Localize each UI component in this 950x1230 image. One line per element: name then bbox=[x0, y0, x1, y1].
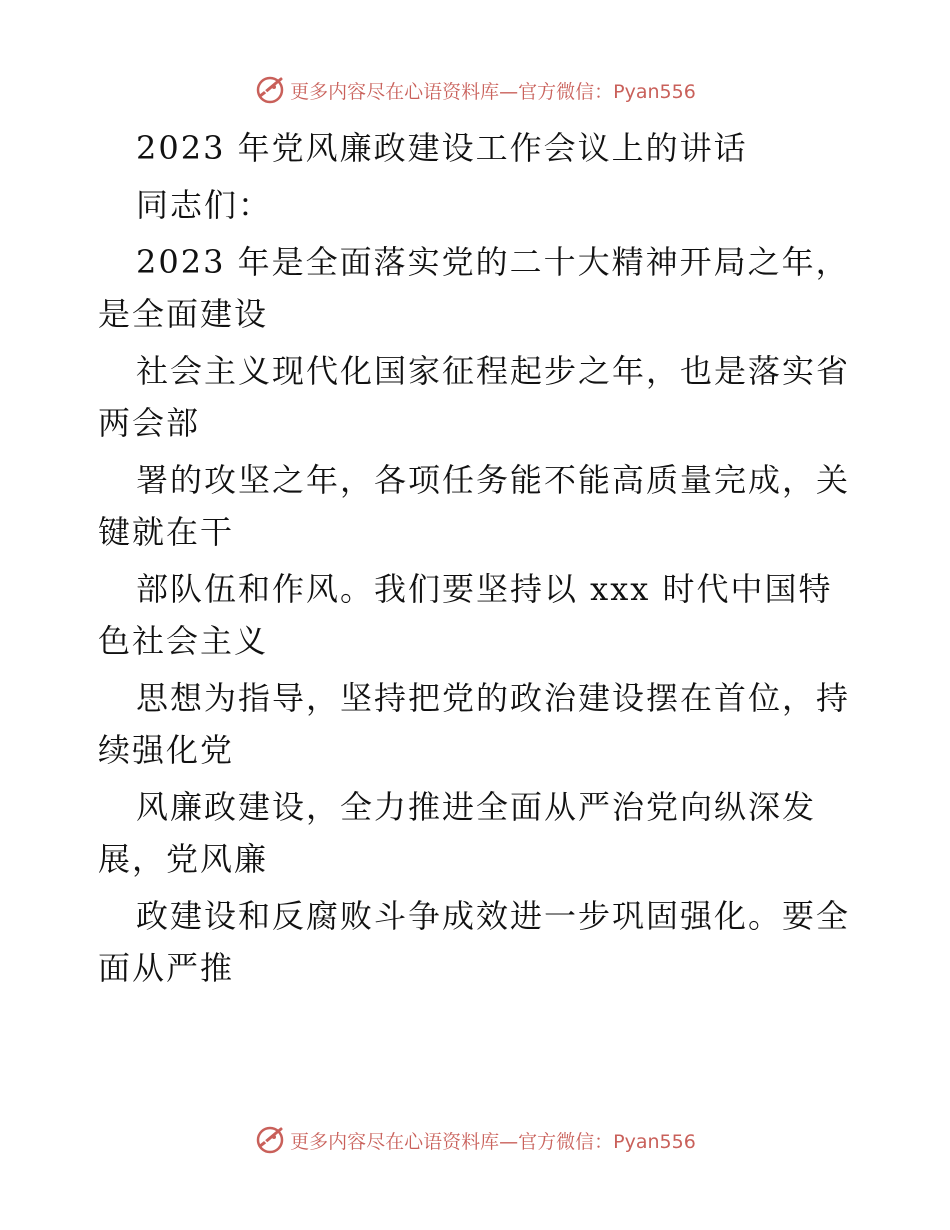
paragraph-line: 两会部 bbox=[98, 404, 201, 442]
paragraph-line: 续强化党 bbox=[98, 731, 235, 769]
paragraph-line: 政建设和反腐败斗争成效进一步巩固强化。要全 bbox=[136, 897, 851, 935]
footer-watermark bbox=[0, 1120, 950, 1160]
document-title: 2023 年党风廉政建设工作会议上的讲话 bbox=[136, 129, 748, 167]
paragraph-line: 风廉政建设，全力推进全面从严治党向纵深发 bbox=[136, 788, 817, 826]
brush-circle-logo-icon bbox=[254, 74, 286, 106]
salutation: 同志们： bbox=[136, 186, 273, 224]
watermark-text: 更多内容尽在心语资料库—官方微信：Pyan556 bbox=[290, 80, 696, 103]
paragraph-line: 色社会主义 bbox=[98, 622, 269, 660]
watermark-text: 更多内容尽在心语资料库—官方微信：Pyan556 bbox=[290, 1130, 696, 1153]
paragraph-line: 思想为指导，坚持把党的政治建设摆在首位，持 bbox=[136, 679, 851, 717]
paragraph-line: 键就在干 bbox=[98, 513, 235, 551]
paragraph-line: 面从严推 bbox=[98, 949, 235, 987]
brush-circle-logo-icon bbox=[254, 1124, 286, 1156]
paragraph-line: 2023 年是全面落实党的二十大精神开局之年， bbox=[136, 243, 850, 281]
paragraph-line: 社会主义现代化国家征程起步之年，也是落实省 bbox=[136, 352, 851, 390]
paragraph-line: 部队伍和作风。我们要坚持以 xxx 时代中国特 bbox=[136, 570, 833, 608]
header-watermark bbox=[0, 70, 950, 110]
document-body bbox=[98, 122, 858, 994]
paragraph-line: 是全面建设 bbox=[98, 295, 269, 333]
paragraph-line: 展，党风廉 bbox=[98, 840, 269, 878]
paragraph-line: 署的攻坚之年，各项任务能不能高质量完成，关 bbox=[136, 461, 851, 499]
